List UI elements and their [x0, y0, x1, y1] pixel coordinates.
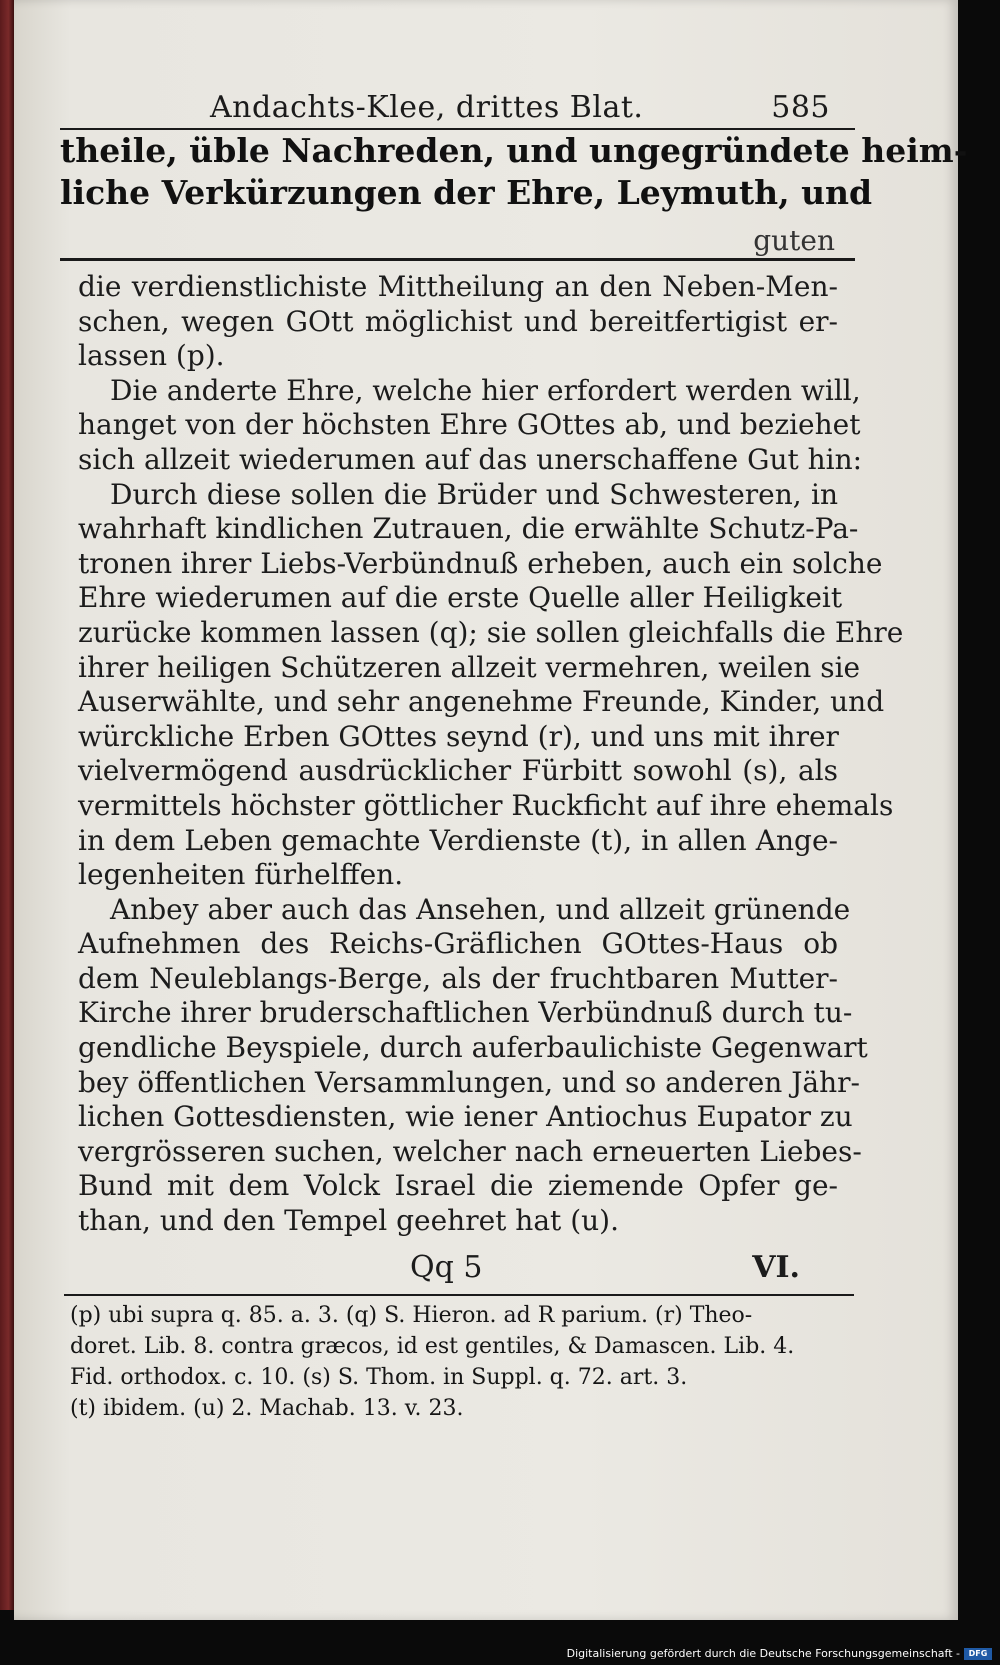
text-line: Durch diese sollen die Brüder und Schwesteren, in: [110, 477, 838, 511]
text-line: lichen Gottesdiensten, wie iener Antiochus Eupator zu: [78, 1100, 853, 1134]
text-line: Die anderte Ehre, welche hier erfordert werden will,: [110, 373, 861, 407]
text-line: tronen ihrer Liebs-Verbündnuß erheben, auch ein solche: [78, 546, 883, 580]
text-line: hanget von der höchsten Ehre GOttes ab, und beziehet: [78, 408, 861, 442]
signature-mark: Qq 5: [410, 1250, 483, 1285]
text-line: vermittels höchster göttlicher Ruckficht auf ihre ehemals: [78, 788, 894, 822]
main-text: [78, 270, 904, 1239]
text-line: lassen (p).: [78, 339, 225, 373]
running-head: [210, 90, 830, 130]
text-line: Bund mit dem Volck Israel die ziemende Opfer ge-: [78, 1169, 838, 1203]
overlay-line: liche Verkürzungen der Ehre, Leymuth, und: [60, 173, 873, 212]
text-line: schen, wegen GOtt möglichist und bereitfertigist er-: [78, 304, 838, 338]
text-line: sich allzeit wiederumen auf das unerschaffene Gut hin:: [78, 442, 863, 476]
footnote-line: (p) ubi supra q. 85. a. 3. (q) S. Hieron. ad R parium. (r) Theo-: [70, 1303, 753, 1328]
text-line: legenheiten fürhelffen.: [78, 858, 404, 892]
text-line: Kirche ihrer bruderschaftlichen Verbündnuß durch tu-: [78, 996, 853, 1030]
text-line: Aufnehmen des Reichs-Gräflichen GOttes-Haus ob: [78, 927, 838, 961]
overlay-line: theile, üble Nachreden, und ungegründete heim-: [60, 131, 968, 170]
overlay-catchword: guten: [753, 224, 835, 257]
text-line: vielvermögend ausdrücklicher Fürbitt sowohl (s), als: [78, 754, 838, 788]
text-line: ihrer heiligen Schützeren allzeit vermehren, weilen sie: [78, 650, 861, 684]
text-line: Ehre wiederumen auf die erste Quelle aller Heiligkeit: [78, 581, 843, 615]
running-title: Andachts-Klee, drittes Blat.: [210, 90, 644, 125]
text-line: Auserwählte, und sehr angenehme Freunde, Kinder, und: [78, 685, 885, 719]
text-line: vergrösseren suchen, welcher nach erneuerten Liebes-: [78, 1134, 862, 1168]
overlay-bottom-rule: [60, 258, 855, 261]
text-line: bey öffentlichen Versammlungen, und so anderen Jähr-: [78, 1065, 860, 1099]
footnote-line: doret. Lib. 8. contra græcos, id est gentiles, & Damascen. Lib. 4.: [70, 1334, 795, 1359]
overlay-text-strip: [60, 130, 968, 260]
footnote-line: Fid. orthodox. c. 10. (s) S. Thom. in Suppl. q. 72. art. 3.: [70, 1365, 688, 1390]
signature-line: [410, 1250, 800, 1290]
text-line: gendliche Beyspiele, durch auferbaulichiste Gegenwart: [78, 1031, 868, 1065]
text-line: than, und den Tempel geehret hat (u).: [78, 1204, 619, 1238]
digitization-credit: Digitalisierung gefördert durch die Deutsche Forschungsgemeinschaft -: [566, 1647, 960, 1660]
page-number: 585: [771, 90, 830, 125]
text-line: wahrhaft kindlichen Zutrauen, die erwählte Schutz-Pa-: [78, 512, 859, 546]
dfg-logo: DFG: [964, 1648, 992, 1660]
catchword: VI.: [752, 1250, 800, 1285]
text-line: Anbey aber auch das Ansehen, und allzeit grünende: [110, 892, 851, 926]
text-line: dem Neuleblangs-Berge, als der fruchtbaren Mutter-: [78, 961, 838, 995]
text-line: würckliche Erben GOttes seynd (r), und uns mit ihrer: [78, 719, 839, 753]
book-spine: [0, 0, 14, 1610]
footnotes: [70, 1300, 840, 1424]
text-line: zurücke kommen lassen (q); sie sollen gleichfalls die Ehre: [78, 615, 904, 649]
text-line: die verdienstlichiste Mittheilung an den Neben-Men-: [78, 270, 838, 303]
footnote-rule: [64, 1294, 854, 1296]
text-line: in dem Leben gemachte Verdienste (t), in allen Ange-: [78, 823, 838, 857]
footnote-line: (t) ibidem. (u) 2. Machab. 13. v. 23.: [70, 1396, 464, 1421]
